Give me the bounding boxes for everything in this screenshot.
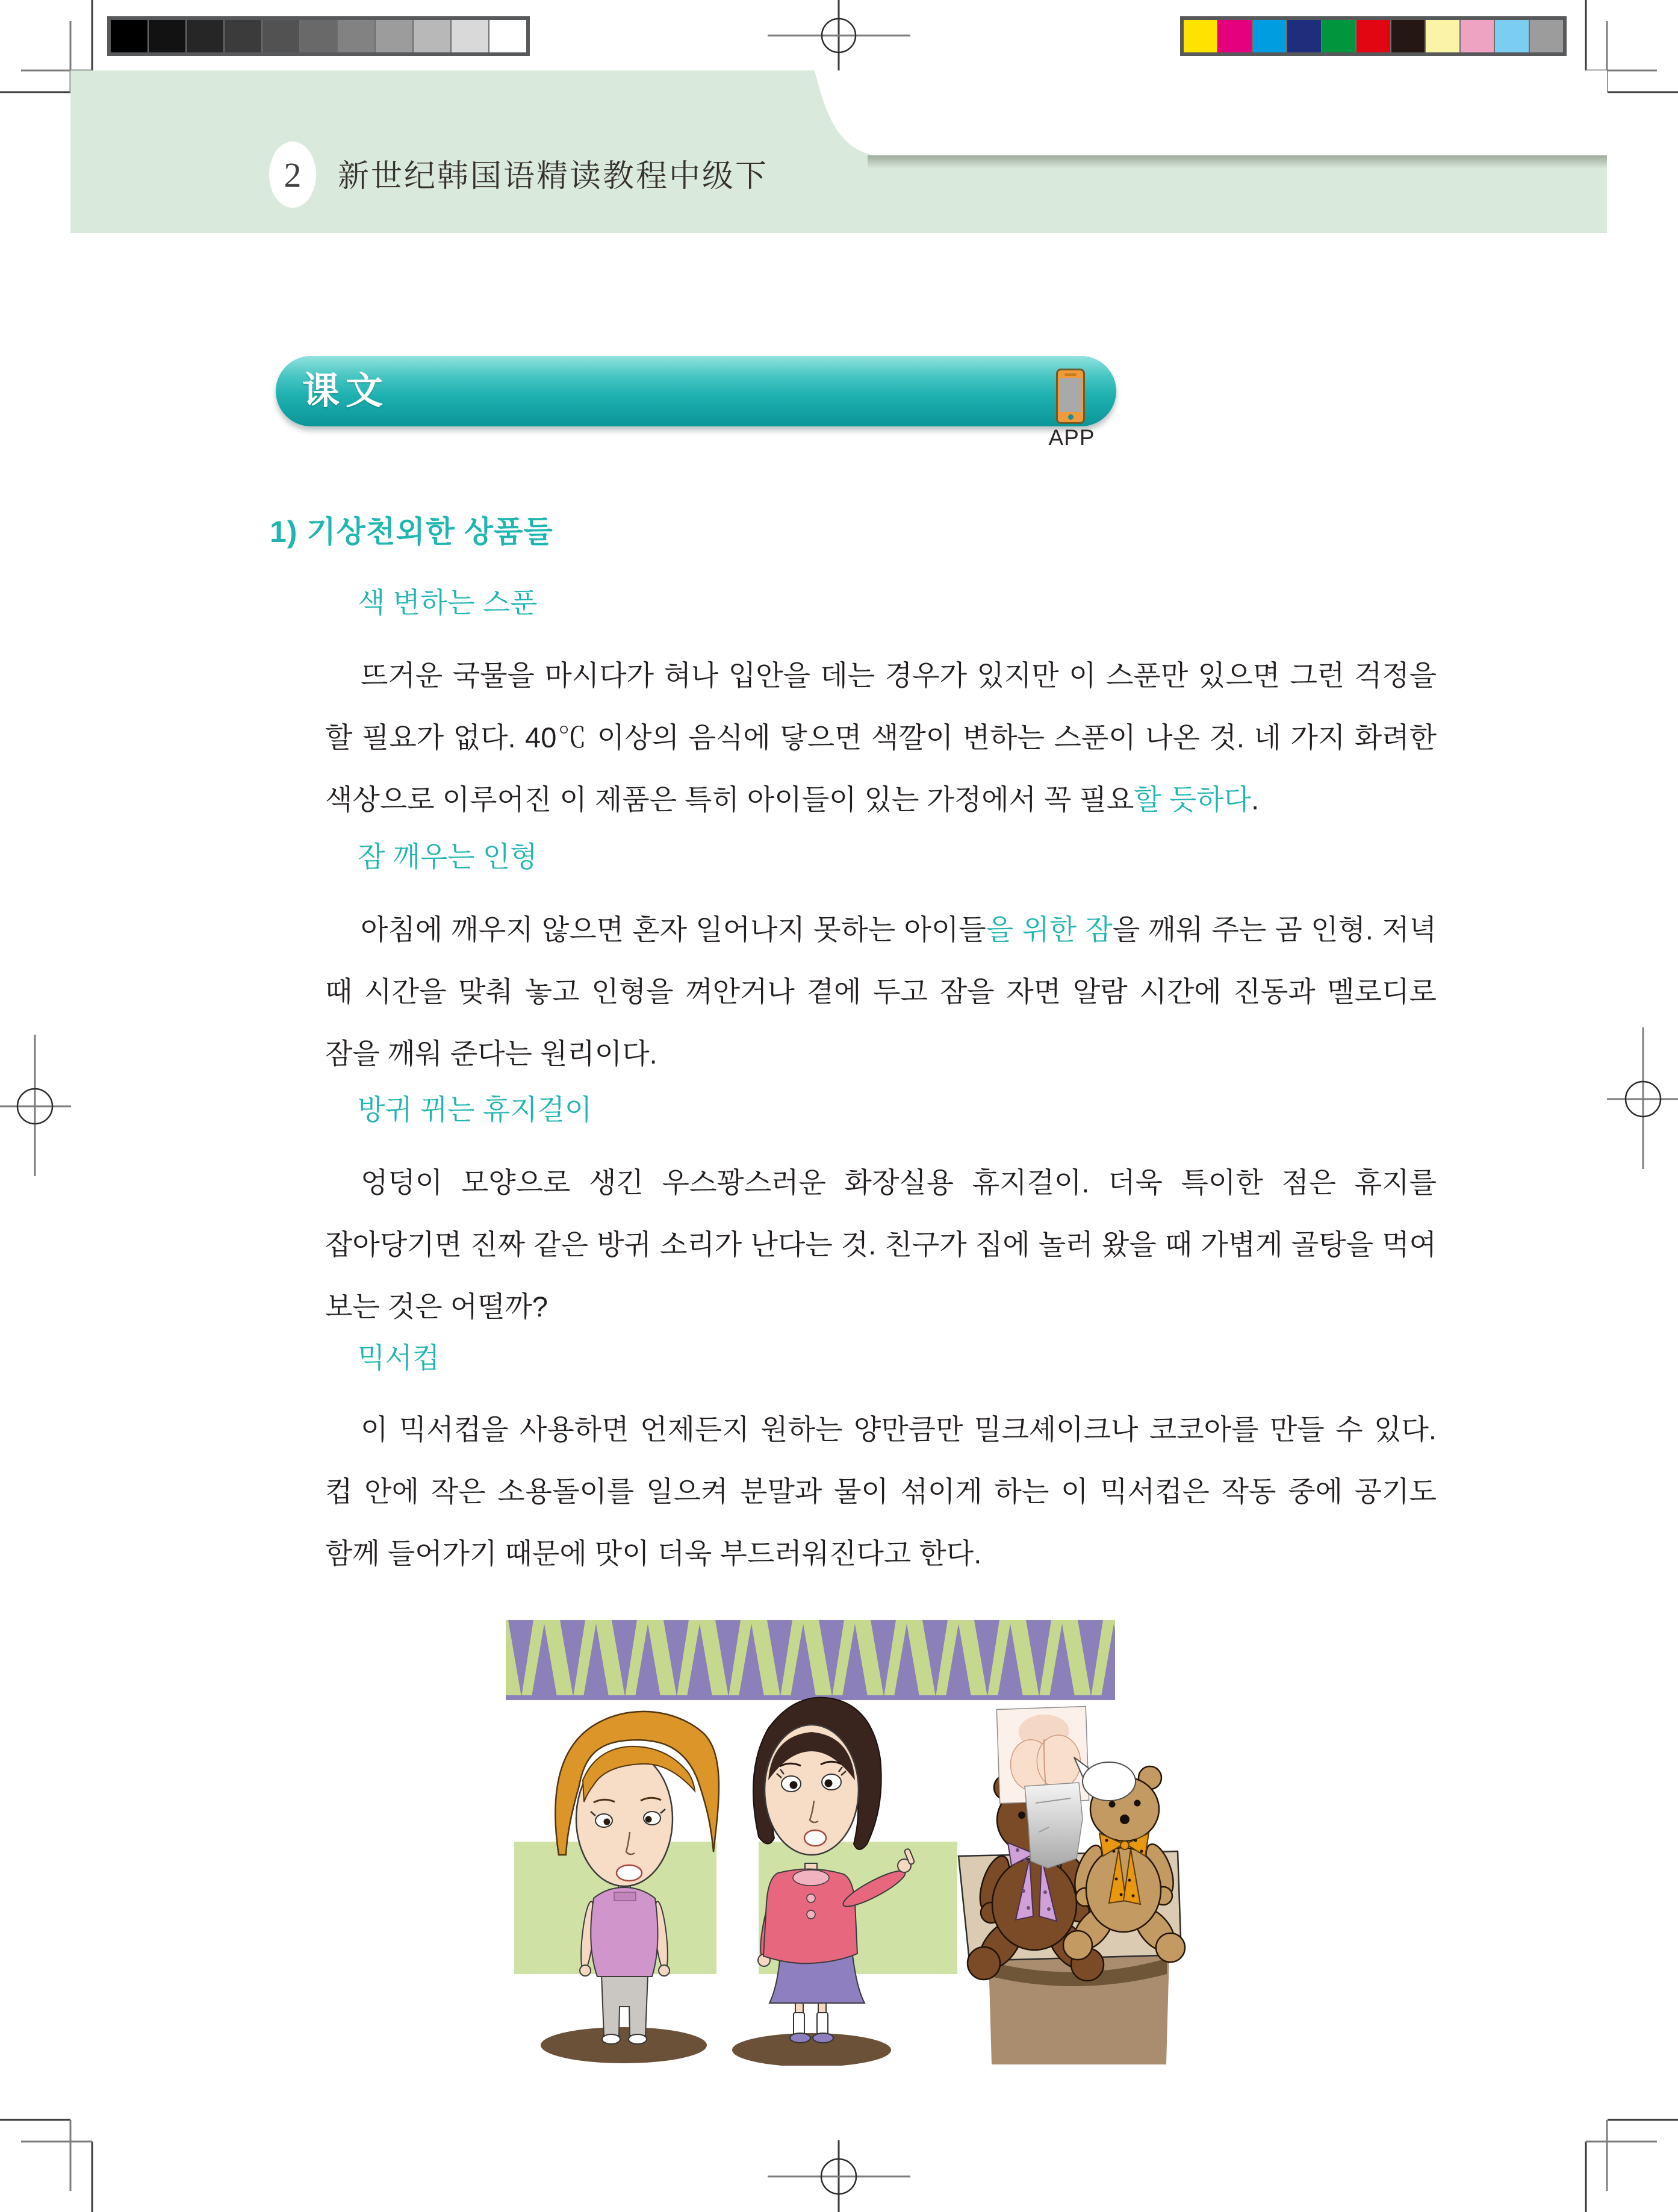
calibration-swatch [1426,20,1460,52]
product-paragraph [325,1398,1437,1584]
phone-home-button [1068,414,1074,420]
calibration-swatch [452,20,489,52]
book-title: 新世纪韩国语精读教程中级下 [338,159,769,194]
calibration-swatch [111,20,149,52]
phone-screen [1060,378,1081,412]
calibration-swatch [149,20,187,52]
body-text: 엉덩이 모양으로 생긴 우스꽝스러운 화장실용 휴지걸이. 더욱 특이한 점은 휴지를 잡아당기면 진짜 같은 방귀 소리가 난다는 것. 친구가 집에 놀러 왔을 때 가볍게 골탕을 먹여 보는 것은 어떨까? [325,1167,1437,1323]
floor-shadow [732,2033,891,2066]
lesson-banner-label: 课文 [302,370,390,412]
calibration-swatch [1356,20,1391,52]
calibration-swatch [300,20,338,52]
accent-text: 을 위한 잠 [986,914,1113,946]
page-header-band [70,70,1607,233]
calibration-swatch [1530,20,1563,52]
body-text: 아침에 깨우지 않으면 혼자 일어나지 못하는 아이들 [361,914,986,946]
product-subheading: 방귀 뀌는 휴지걸이 [358,1094,592,1126]
product-paragraph [325,899,1437,1085]
calibration-swatch [489,20,526,52]
calibration-swatch [1391,20,1426,52]
calibration-swatch [187,20,225,52]
color-calibration-bar [1180,16,1567,56]
calibration-swatch [1253,20,1287,52]
calibration-swatch [1287,20,1322,52]
calibration-swatch [1322,20,1356,52]
product-subheading: 잠 깨우는 인형 [358,841,538,873]
hanging-tissue [1025,1783,1083,1868]
product-paragraph [325,644,1437,830]
calibration-swatch [414,20,452,52]
product-paragraph [325,1151,1437,1338]
phone-speaker-slot [1064,373,1077,376]
floor-shadow [541,2027,707,2063]
page-number-badge [269,142,316,208]
product-subheading: 색 변하는 스푼 [358,587,538,618]
product-subheading: 믹서컵 [358,1342,440,1374]
grayscale-calibration-bar [107,16,530,56]
shop-illustration [506,1620,1186,2066]
app-label: APP [1048,425,1095,450]
body-text: 을 깨워 주는 곰 인형. 저녁 때 시간을 맞춰 놓고 인형을 껴안거나 곁에 두고 잠을 자면 알람 시간에 진동과 멜로디로 잠을 깨워 준다는 원리이다. [325,914,1437,1070]
body-text: . [1251,784,1260,815]
body-text: 뜨거운 국물을 마시다가 혀나 입안을 데는 경우가 있지만 이 스푼만 있으면 그런 걱정을 할 필요가 없다. 40℃ 이상의 음식에 닿으면 색깔이 변하는 스푼이 나온 것. 네 가지 화려한 색상으로 이루어진 이 제품은 특히 아이들이 있는 가정에서 꼭 필요 [325,659,1437,815]
page-number: 2 [284,155,302,195]
section-heading: 1) 기상천외한 상품들 [270,515,553,549]
calibration-swatch [376,20,414,52]
body-text: 이 믹서컵을 사용하면 언제든지 원하는 양만큼만 밀크셰이크나 코코아를 만들 수 있다. 컵 안에 작은 소용돌이를 일으켜 분말과 물이 섞이게 하는 이 믹서컵은 작동 중에 공기도 함께 들어가기 때문에 맛이 더욱 부드러워진다고 한다. [325,1413,1437,1569]
calibration-swatch [1461,20,1495,52]
header-band-notch [810,70,1607,170]
smartphone-icon [1056,369,1085,424]
calibration-swatch [1218,20,1252,52]
accent-text: 할 듯하다 [1134,784,1252,815]
calibration-swatch [225,20,263,52]
lesson-text-banner [276,356,1116,426]
calibration-swatch [1184,20,1218,52]
calibration-swatch [338,20,376,52]
shop-awning [506,1620,1115,1700]
calibration-swatch [1495,20,1529,52]
calibration-swatch [263,20,300,52]
